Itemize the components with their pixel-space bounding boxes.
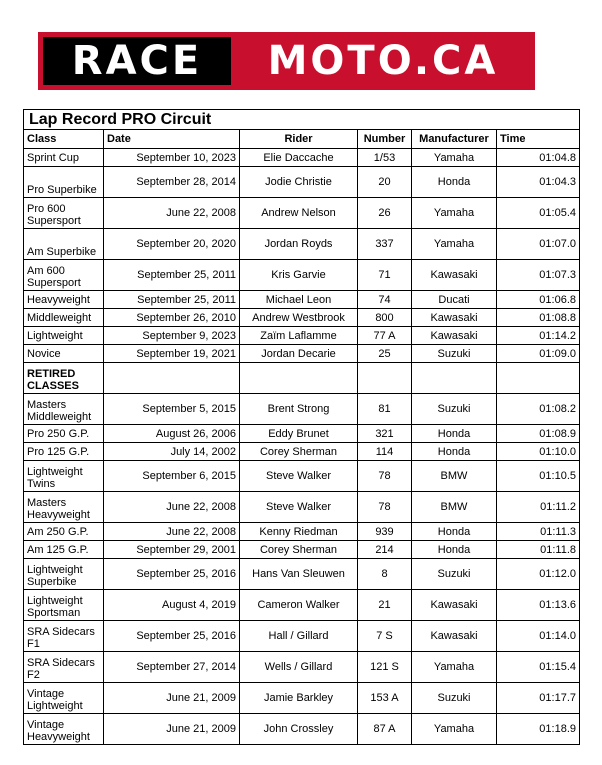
table-row bbox=[24, 425, 580, 443]
rider-cell: Kris Garvie bbox=[240, 260, 358, 291]
number-cell: 939 bbox=[358, 523, 412, 541]
manufacturer-cell: Suzuki bbox=[412, 559, 497, 590]
number-cell: 121 S bbox=[358, 652, 412, 683]
date-cell: September 26, 2010 bbox=[104, 309, 240, 327]
class-cell: Lightweight Sportsman bbox=[24, 590, 104, 621]
time-cell: 01:11.3 bbox=[497, 523, 580, 541]
table-row bbox=[24, 260, 580, 291]
class-cell: Lightweight bbox=[24, 327, 104, 345]
rider-cell: Andrew Nelson bbox=[240, 198, 358, 229]
number-cell: 337 bbox=[358, 229, 412, 260]
table-row bbox=[24, 590, 580, 621]
number-cell: 78 bbox=[358, 492, 412, 523]
class-cell: Novice bbox=[24, 345, 104, 363]
rider-cell: Steve Walker bbox=[240, 461, 358, 492]
table-row bbox=[24, 461, 580, 492]
class-cell: Vintage Heavyweight bbox=[24, 714, 104, 745]
column-header-class: Class bbox=[24, 130, 104, 149]
manufacturer-cell: Ducati bbox=[412, 291, 497, 309]
manufacturer-cell: Honda bbox=[412, 523, 497, 541]
time-cell: 01:12.0 bbox=[497, 559, 580, 590]
rider-cell: Corey Sherman bbox=[240, 443, 358, 461]
class-cell: Middleweight bbox=[24, 309, 104, 327]
class-cell: Pro 125 G.P. bbox=[24, 443, 104, 461]
date-cell bbox=[104, 363, 240, 394]
class-cell: SRA Sidecars F1 bbox=[24, 621, 104, 652]
manufacturer-cell: Yamaha bbox=[412, 229, 497, 260]
rider-cell: Zaïm Laflamme bbox=[240, 327, 358, 345]
table-title: Lap Record PRO Circuit bbox=[24, 110, 580, 130]
time-cell: 01:10.0 bbox=[497, 443, 580, 461]
date-cell: July 14, 2002 bbox=[104, 443, 240, 461]
column-header-number: Number bbox=[358, 130, 412, 149]
rider-cell: Eddy Brunet bbox=[240, 425, 358, 443]
rider-cell: Cameron Walker bbox=[240, 590, 358, 621]
rider-cell: Kenny Riedman bbox=[240, 523, 358, 541]
time-cell: 01:07.3 bbox=[497, 260, 580, 291]
date-cell: August 4, 2019 bbox=[104, 590, 240, 621]
number-cell: 81 bbox=[358, 394, 412, 425]
logo-text-right: MOTO.CA bbox=[267, 38, 499, 84]
time-cell: 01:14.0 bbox=[497, 621, 580, 652]
time-cell: 01:15.4 bbox=[497, 652, 580, 683]
class-cell: Sprint Cup bbox=[24, 149, 104, 167]
manufacturer-cell: Honda bbox=[412, 167, 497, 198]
date-cell: June 22, 2008 bbox=[104, 492, 240, 523]
table-row bbox=[24, 621, 580, 652]
logo-right-block bbox=[231, 32, 535, 90]
class-cell: Pro 600 Supersport bbox=[24, 198, 104, 229]
column-header-date: Date bbox=[104, 130, 240, 149]
class-cell: RETIRED CLASSES bbox=[24, 363, 104, 394]
manufacturer-cell: Yamaha bbox=[412, 714, 497, 745]
date-cell: June 21, 2009 bbox=[104, 714, 240, 745]
number-cell: 7 S bbox=[358, 621, 412, 652]
table-row bbox=[24, 523, 580, 541]
number-cell: 74 bbox=[358, 291, 412, 309]
manufacturer-cell: Kawasaki bbox=[412, 309, 497, 327]
manufacturer-cell: Suzuki bbox=[412, 394, 497, 425]
rider-cell: Corey Sherman bbox=[240, 541, 358, 559]
rider-cell: Jamie Barkley bbox=[240, 683, 358, 714]
time-cell: 01:17.7 bbox=[497, 683, 580, 714]
manufacturer-cell: Yamaha bbox=[412, 149, 497, 167]
number-cell: 114 bbox=[358, 443, 412, 461]
manufacturer-cell: Kawasaki bbox=[412, 260, 497, 291]
table-row bbox=[24, 198, 580, 229]
number-cell: 21 bbox=[358, 590, 412, 621]
class-cell: Lightweight Superbike bbox=[24, 559, 104, 590]
class-cell: Am 600 Supersport bbox=[24, 260, 104, 291]
manufacturer-cell: Kawasaki bbox=[412, 590, 497, 621]
rider-cell: Hans Van Sleuwen bbox=[240, 559, 358, 590]
number-cell: 153 A bbox=[358, 683, 412, 714]
class-cell: Vintage Lightweight bbox=[24, 683, 104, 714]
date-cell: September 25, 2011 bbox=[104, 260, 240, 291]
table-row bbox=[24, 291, 580, 309]
lap-record-table bbox=[23, 109, 580, 745]
number-cell: 8 bbox=[358, 559, 412, 590]
table-row bbox=[24, 345, 580, 363]
rider-cell: John Crossley bbox=[240, 714, 358, 745]
date-cell: September 5, 2015 bbox=[104, 394, 240, 425]
manufacturer-cell: BMW bbox=[412, 461, 497, 492]
manufacturer-cell: BMW bbox=[412, 492, 497, 523]
column-header-time: Time bbox=[497, 130, 580, 149]
time-cell: 01:04.3 bbox=[497, 167, 580, 198]
rider-cell: Steve Walker bbox=[240, 492, 358, 523]
rider-cell: Jordan Decarie bbox=[240, 345, 358, 363]
date-cell: September 25, 2011 bbox=[104, 291, 240, 309]
date-cell: September 27, 2014 bbox=[104, 652, 240, 683]
rider-cell: Andrew Westbrook bbox=[240, 309, 358, 327]
time-cell: 01:05.4 bbox=[497, 198, 580, 229]
class-cell: Pro Superbike bbox=[24, 167, 104, 198]
manufacturer-cell: Kawasaki bbox=[412, 621, 497, 652]
time-cell: 01:18.9 bbox=[497, 714, 580, 745]
number-cell: 1/53 bbox=[358, 149, 412, 167]
date-cell: September 6, 2015 bbox=[104, 461, 240, 492]
date-cell: September 28, 2014 bbox=[104, 167, 240, 198]
rider-cell: Wells / Gillard bbox=[240, 652, 358, 683]
rider-cell: Elie Daccache bbox=[240, 149, 358, 167]
logo-text-left: RACE bbox=[71, 38, 203, 84]
class-cell: Masters Heavyweight bbox=[24, 492, 104, 523]
number-cell: 26 bbox=[358, 198, 412, 229]
manufacturer-cell: Honda bbox=[412, 541, 497, 559]
number-cell: 78 bbox=[358, 461, 412, 492]
date-cell: August 26, 2006 bbox=[104, 425, 240, 443]
table-row bbox=[24, 309, 580, 327]
manufacturer-cell: Suzuki bbox=[412, 683, 497, 714]
number-cell: 71 bbox=[358, 260, 412, 291]
rider-cell: Jodie Christie bbox=[240, 167, 358, 198]
time-cell: 01:06.8 bbox=[497, 291, 580, 309]
logo-left-block bbox=[38, 32, 231, 90]
date-cell: September 25, 2016 bbox=[104, 621, 240, 652]
time-cell: 01:04.8 bbox=[497, 149, 580, 167]
table-row bbox=[24, 443, 580, 461]
manufacturer-cell: Honda bbox=[412, 443, 497, 461]
time-cell bbox=[497, 363, 580, 394]
class-cell: Am 250 G.P. bbox=[24, 523, 104, 541]
table-row bbox=[24, 559, 580, 590]
number-cell: 87 A bbox=[358, 714, 412, 745]
section-header-row bbox=[24, 363, 580, 394]
table-row bbox=[24, 714, 580, 745]
date-cell: September 19, 2021 bbox=[104, 345, 240, 363]
date-cell: June 22, 2008 bbox=[104, 523, 240, 541]
date-cell: June 21, 2009 bbox=[104, 683, 240, 714]
table-row bbox=[24, 683, 580, 714]
class-cell: Heavyweight bbox=[24, 291, 104, 309]
number-cell: 800 bbox=[358, 309, 412, 327]
table-row bbox=[24, 541, 580, 559]
manufacturer-cell: Suzuki bbox=[412, 345, 497, 363]
class-cell: Lightweight Twins bbox=[24, 461, 104, 492]
table-row bbox=[24, 652, 580, 683]
class-cell: Am 125 G.P. bbox=[24, 541, 104, 559]
class-cell: Am Superbike bbox=[24, 229, 104, 260]
racemoto-logo bbox=[38, 32, 535, 90]
manufacturer-cell: Yamaha bbox=[412, 652, 497, 683]
time-cell: 01:07.0 bbox=[497, 229, 580, 260]
time-cell: 01:08.2 bbox=[497, 394, 580, 425]
table-row bbox=[24, 229, 580, 260]
time-cell: 01:13.6 bbox=[497, 590, 580, 621]
rider-cell: Brent Strong bbox=[240, 394, 358, 425]
table-row bbox=[24, 492, 580, 523]
class-cell: SRA Sidecars F2 bbox=[24, 652, 104, 683]
manufacturer-cell bbox=[412, 363, 497, 394]
number-cell: 321 bbox=[358, 425, 412, 443]
time-cell: 01:14.2 bbox=[497, 327, 580, 345]
date-cell: September 9, 2023 bbox=[104, 327, 240, 345]
time-cell: 01:11.2 bbox=[497, 492, 580, 523]
table-row bbox=[24, 394, 580, 425]
column-header-manufacturer: Manufacturer bbox=[412, 130, 497, 149]
number-cell: 25 bbox=[358, 345, 412, 363]
rider-cell bbox=[240, 363, 358, 394]
time-cell: 01:10.5 bbox=[497, 461, 580, 492]
date-cell: June 22, 2008 bbox=[104, 198, 240, 229]
number-cell: 77 A bbox=[358, 327, 412, 345]
time-cell: 01:08.9 bbox=[497, 425, 580, 443]
time-cell: 01:08.8 bbox=[497, 309, 580, 327]
date-cell: September 29, 2001 bbox=[104, 541, 240, 559]
date-cell: September 10, 2023 bbox=[104, 149, 240, 167]
rider-cell: Michael Leon bbox=[240, 291, 358, 309]
date-cell: September 25, 2016 bbox=[104, 559, 240, 590]
rider-cell: Jordan Royds bbox=[240, 229, 358, 260]
time-cell: 01:11.8 bbox=[497, 541, 580, 559]
table-row bbox=[24, 167, 580, 198]
manufacturer-cell: Yamaha bbox=[412, 198, 497, 229]
number-cell: 214 bbox=[358, 541, 412, 559]
class-cell: Masters Middleweight bbox=[24, 394, 104, 425]
number-cell: 20 bbox=[358, 167, 412, 198]
table-header-row bbox=[24, 130, 580, 149]
column-header-rider: Rider bbox=[240, 130, 358, 149]
time-cell: 01:09.0 bbox=[497, 345, 580, 363]
class-cell: Pro 250 G.P. bbox=[24, 425, 104, 443]
table-row bbox=[24, 149, 580, 167]
table-row bbox=[24, 327, 580, 345]
date-cell: September 20, 2020 bbox=[104, 229, 240, 260]
manufacturer-cell: Honda bbox=[412, 425, 497, 443]
manufacturer-cell: Kawasaki bbox=[412, 327, 497, 345]
rider-cell: Hall / Gillard bbox=[240, 621, 358, 652]
number-cell bbox=[358, 363, 412, 394]
